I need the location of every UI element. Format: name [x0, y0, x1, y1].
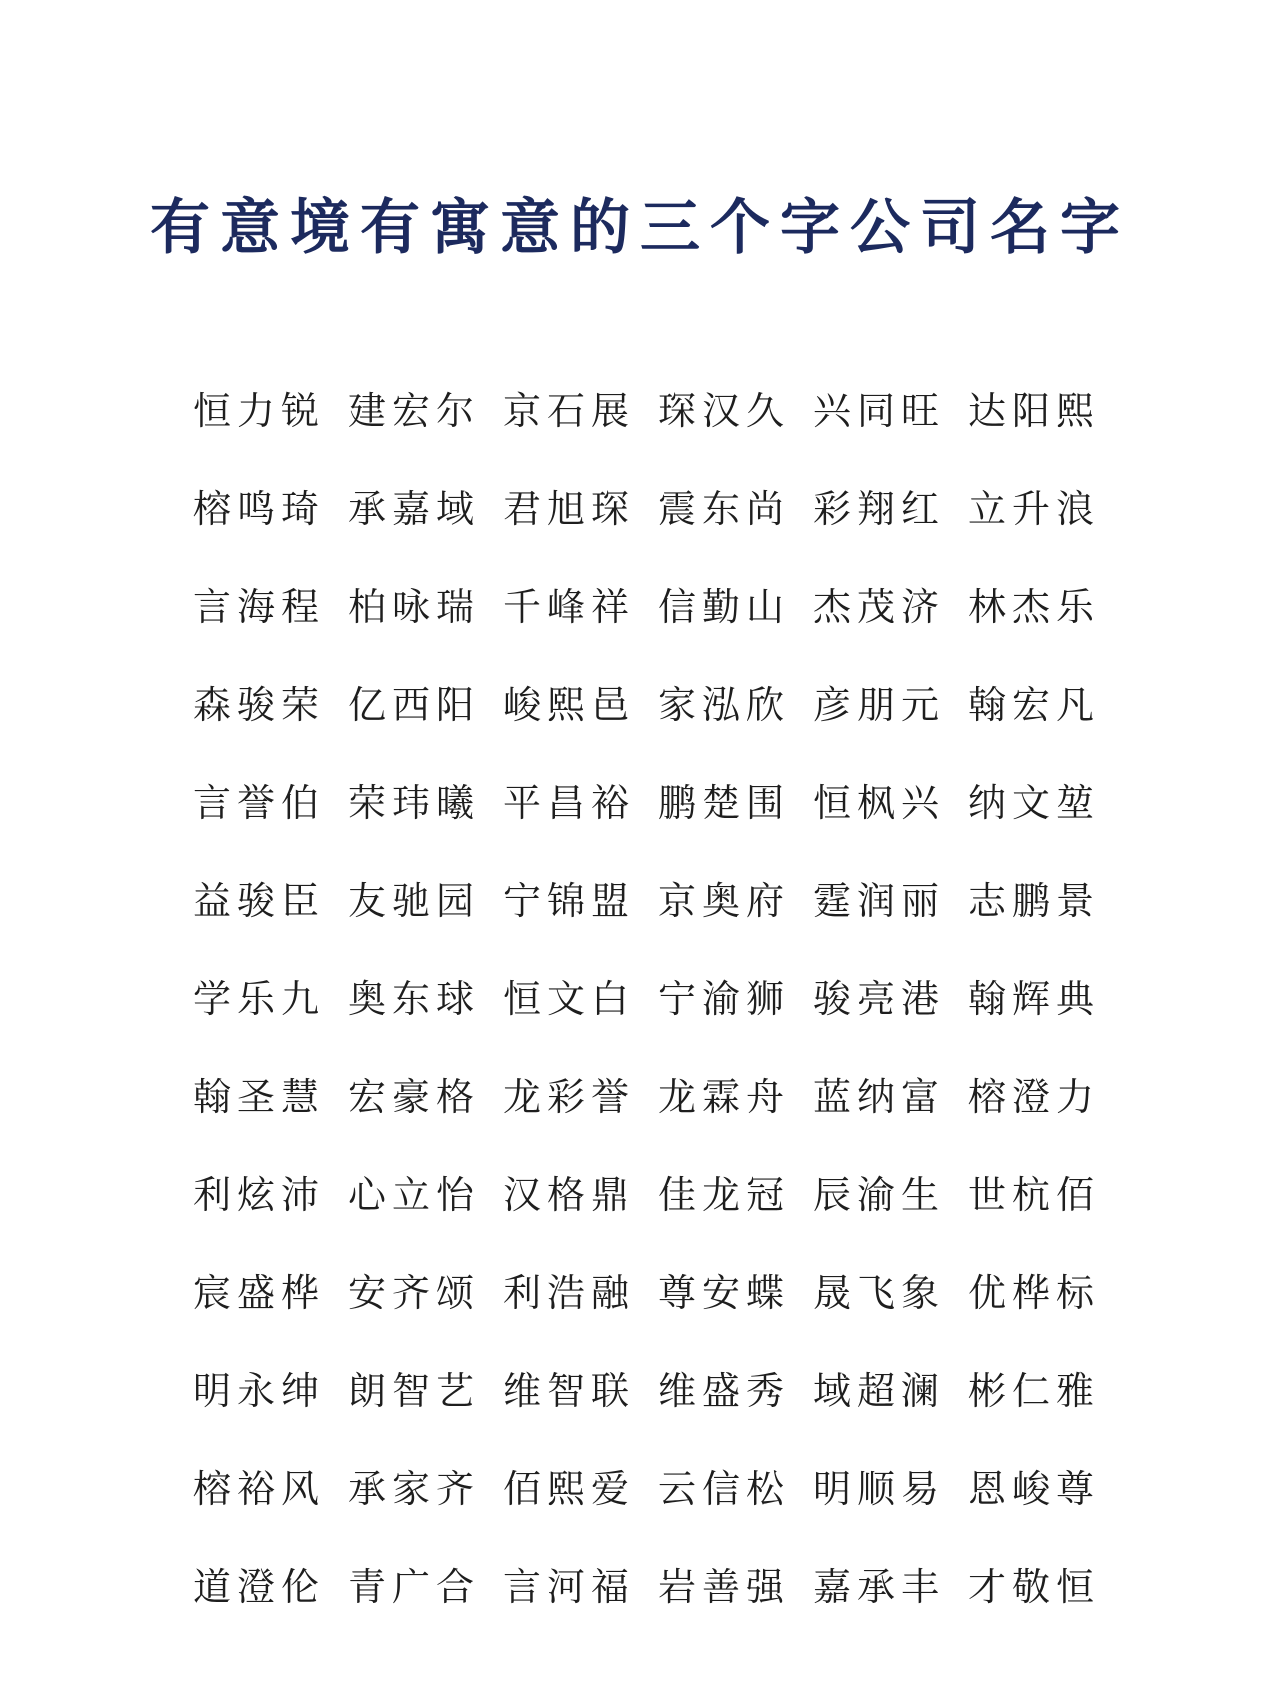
company-name: 森骏荣: [193, 683, 326, 727]
company-name: 维盛秀: [658, 1369, 791, 1413]
company-name: 林杰乐: [968, 585, 1101, 629]
company-name: 蓝纳富: [813, 1075, 946, 1119]
company-name: 岩善强: [658, 1565, 791, 1609]
name-row: [193, 460, 1153, 558]
company-name: 心立怡: [348, 1173, 481, 1217]
company-name: 云信松: [658, 1467, 791, 1511]
company-name: 京奥府: [658, 879, 791, 923]
company-name: 震东尚: [658, 487, 791, 531]
name-row: [193, 754, 1153, 852]
company-name: 志鹏景: [968, 879, 1101, 923]
company-name: 彩翔红: [813, 487, 946, 531]
name-row: [193, 1342, 1153, 1440]
company-name: 奥东球: [348, 977, 481, 1021]
company-name: 晟飞象: [813, 1271, 946, 1315]
company-name: 峻熙邑: [503, 683, 636, 727]
company-name: 安齐颂: [348, 1271, 481, 1315]
company-name: 家泓欣: [658, 683, 791, 727]
company-name: 恩峻尊: [968, 1467, 1101, 1511]
company-name: 优桦标: [968, 1271, 1101, 1315]
company-name: 明永绅: [193, 1369, 326, 1413]
company-name: 辰渝生: [813, 1173, 946, 1217]
company-name: 才敬恒: [968, 1565, 1101, 1609]
company-name: 宏豪格: [348, 1075, 481, 1119]
company-name: 翰辉典: [968, 977, 1101, 1021]
name-row: [193, 1538, 1153, 1636]
company-name: 榕澄力: [968, 1075, 1101, 1119]
company-name: 亿西阳: [348, 683, 481, 727]
company-name: 恒文白: [503, 977, 636, 1021]
company-name: 言河福: [503, 1565, 636, 1609]
company-name: 翰圣慧: [193, 1075, 326, 1119]
company-name: 友驰园: [348, 879, 481, 923]
company-name: 恒力锐: [193, 389, 326, 433]
name-row: [193, 1244, 1153, 1342]
company-name: 域超澜: [813, 1369, 946, 1413]
company-name: 霆润丽: [813, 879, 946, 923]
company-name: 恒枫兴: [813, 781, 946, 825]
name-row: [193, 950, 1153, 1048]
company-name: 彬仁雅: [968, 1369, 1101, 1413]
company-name: 言誉伯: [193, 781, 326, 825]
company-name: 千峰祥: [503, 585, 636, 629]
company-name: 杰茂济: [813, 585, 946, 629]
page-title: 有意境有寓意的三个字公司名字: [150, 193, 1130, 263]
company-name: 宁渝狮: [658, 977, 791, 1021]
company-name: 京石展: [503, 389, 636, 433]
name-row: [193, 362, 1153, 460]
company-name: 承家齐: [348, 1467, 481, 1511]
company-name: 榕裕风: [193, 1467, 326, 1511]
company-name: 君旭琛: [503, 487, 636, 531]
name-row: [193, 656, 1153, 754]
company-name: 建宏尔: [348, 389, 481, 433]
company-name: 道澄伦: [193, 1565, 326, 1609]
company-name: 佳龙冠: [658, 1173, 791, 1217]
company-name: 荣玮曦: [348, 781, 481, 825]
company-name: 宸盛桦: [193, 1271, 326, 1315]
company-name: 宁锦盟: [503, 879, 636, 923]
name-row: [193, 1440, 1153, 1538]
name-row: [193, 558, 1153, 656]
company-name: 世杭佰: [968, 1173, 1101, 1217]
company-name: 榕鸣琦: [193, 487, 326, 531]
company-name: 彦朋元: [813, 683, 946, 727]
company-name: 汉格鼎: [503, 1173, 636, 1217]
company-name: 益骏臣: [193, 879, 326, 923]
name-row: [193, 1146, 1153, 1244]
company-name: 纳文堃: [968, 781, 1101, 825]
company-name: 言海程: [193, 585, 326, 629]
company-name: 嘉承丰: [813, 1565, 946, 1609]
company-name: 立升浪: [968, 487, 1101, 531]
company-name: 鹏楚围: [658, 781, 791, 825]
company-name: 柏咏瑞: [348, 585, 481, 629]
company-name: 利炫沛: [193, 1173, 326, 1217]
company-name: 学乐九: [193, 977, 326, 1021]
company-name: 翰宏凡: [968, 683, 1101, 727]
company-name: 维智联: [503, 1369, 636, 1413]
company-name: 兴同旺: [813, 389, 946, 433]
company-name: 骏亮港: [813, 977, 946, 1021]
company-name: 青广合: [348, 1565, 481, 1609]
company-name: 明顺易: [813, 1467, 946, 1511]
company-name: 龙霖舟: [658, 1075, 791, 1119]
company-name: 承嘉域: [348, 487, 481, 531]
company-name: 信勤山: [658, 585, 791, 629]
company-name: 平昌裕: [503, 781, 636, 825]
company-name: 琛汉久: [658, 389, 791, 433]
company-name: 达阳熙: [968, 389, 1101, 433]
company-name: 利浩融: [503, 1271, 636, 1315]
company-name: 尊安蝶: [658, 1271, 791, 1315]
name-row: [193, 1048, 1153, 1146]
company-name: 佰熙爱: [503, 1467, 636, 1511]
name-grid: [193, 362, 1153, 1636]
name-row: [193, 852, 1153, 950]
company-name: 龙彩誉: [503, 1075, 636, 1119]
company-name: 朗智艺: [348, 1369, 481, 1413]
